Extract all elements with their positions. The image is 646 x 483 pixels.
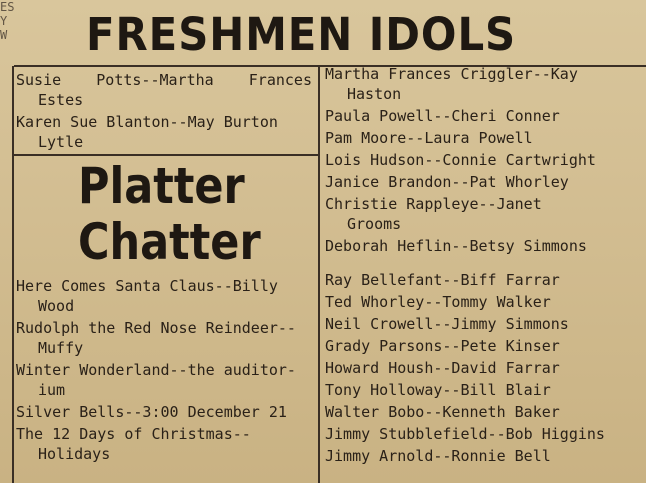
list-item — [16, 70, 312, 110]
list-item-continuation: ium — [38, 381, 66, 399]
list-item — [325, 336, 641, 356]
headline: FRESHMEN IDOLS — [86, 8, 517, 61]
column-divider — [318, 66, 320, 483]
list-item — [325, 64, 641, 104]
list-item-line: Martha Frances Criggler--Kay — [325, 65, 578, 83]
list-item — [16, 424, 316, 464]
cropped-edge-text — [0, 0, 14, 42]
list-item — [325, 314, 641, 334]
list-item — [325, 270, 641, 290]
list-item-continuation: Muffy — [38, 339, 84, 357]
list-item-line: Paula Powell--Cheri Conner — [325, 107, 560, 125]
list-item — [325, 380, 641, 400]
list-item-line: Ray Bellefant--Biff Farrar — [325, 271, 560, 289]
list-item-line: Lois Hudson--Connie Cartwright — [325, 151, 596, 169]
list-item-continuation: Estes — [38, 91, 84, 109]
list-item — [325, 292, 641, 312]
list-item-line: Neil Crowell--Jimmy Simmons — [325, 315, 569, 333]
list-item — [325, 358, 641, 378]
list-item — [16, 276, 316, 316]
list-item-line: Christie Rappleye--Janet — [325, 195, 542, 213]
list-item-line: Grady Parsons--Pete Kinser — [325, 337, 560, 355]
list-item-line: Janice Brandon--Pat Whorley — [325, 173, 569, 191]
section-heading — [78, 157, 261, 271]
idols-list-right — [325, 64, 641, 468]
list-item-line: Deborah Heflin--Betsy Simmons — [325, 237, 587, 255]
list-item-line: Jimmy Stubblefield--Bob Higgins — [325, 425, 605, 443]
list-item-line: Karen Sue Blanton--May Burton — [16, 113, 278, 131]
list-item — [325, 424, 641, 444]
list-item — [325, 236, 641, 256]
section-heading-line: Chatter — [78, 213, 261, 271]
idols-list-left — [16, 70, 312, 154]
list-item — [325, 150, 641, 170]
list-item-line: Tony Holloway--Bill Blair — [325, 381, 551, 399]
list-item-line: Pam Moore--Laura Powell — [325, 129, 533, 147]
divider-rule — [12, 154, 318, 156]
list-item-line: Walter Bobo--Kenneth Baker — [325, 403, 560, 421]
list-item — [325, 172, 641, 192]
edge-fragment: Y — [0, 14, 8, 28]
list-item-line: Winter Wonderland--the auditor- — [16, 361, 296, 379]
platter-chatter-list — [16, 276, 316, 466]
list-item — [325, 128, 641, 148]
list-item-continuation: Lytle — [38, 133, 84, 151]
section-heading-line: Platter — [78, 157, 245, 215]
list-item-line: Howard Housh--David Farrar — [325, 359, 560, 377]
list-item-continuation: Haston — [347, 85, 402, 103]
list-item-line: The 12 Days of Christmas-- — [16, 425, 251, 443]
list-item-continuation: Holidays — [38, 445, 111, 463]
list-item — [16, 402, 316, 422]
list-item-line: Rudolph the Red Nose Reindeer-- — [16, 319, 296, 337]
list-item-line: Here Comes Santa Claus--Billy — [16, 277, 278, 295]
list-item — [16, 360, 316, 400]
list-item — [325, 446, 641, 466]
list-item-continuation: Wood — [38, 297, 75, 315]
list-item-continuation: Grooms — [347, 215, 402, 233]
edge-fragment: W — [0, 28, 8, 42]
list-item-line: Jimmy Arnold--Ronnie Bell — [325, 447, 551, 465]
list-item — [325, 402, 641, 422]
list-item — [16, 318, 316, 358]
list-item — [325, 106, 641, 126]
list-item — [325, 194, 641, 234]
list-item-line: Susie Potts--Martha Frances — [16, 71, 312, 89]
list-item-line: Silver Bells--3:00 December 21 — [16, 403, 287, 421]
list-item — [16, 112, 312, 152]
list-item-line: Ted Whorley--Tommy Walker — [325, 293, 551, 311]
spacer — [325, 258, 641, 268]
divider-rule — [12, 66, 14, 483]
edge-fragment: ES — [0, 0, 14, 14]
